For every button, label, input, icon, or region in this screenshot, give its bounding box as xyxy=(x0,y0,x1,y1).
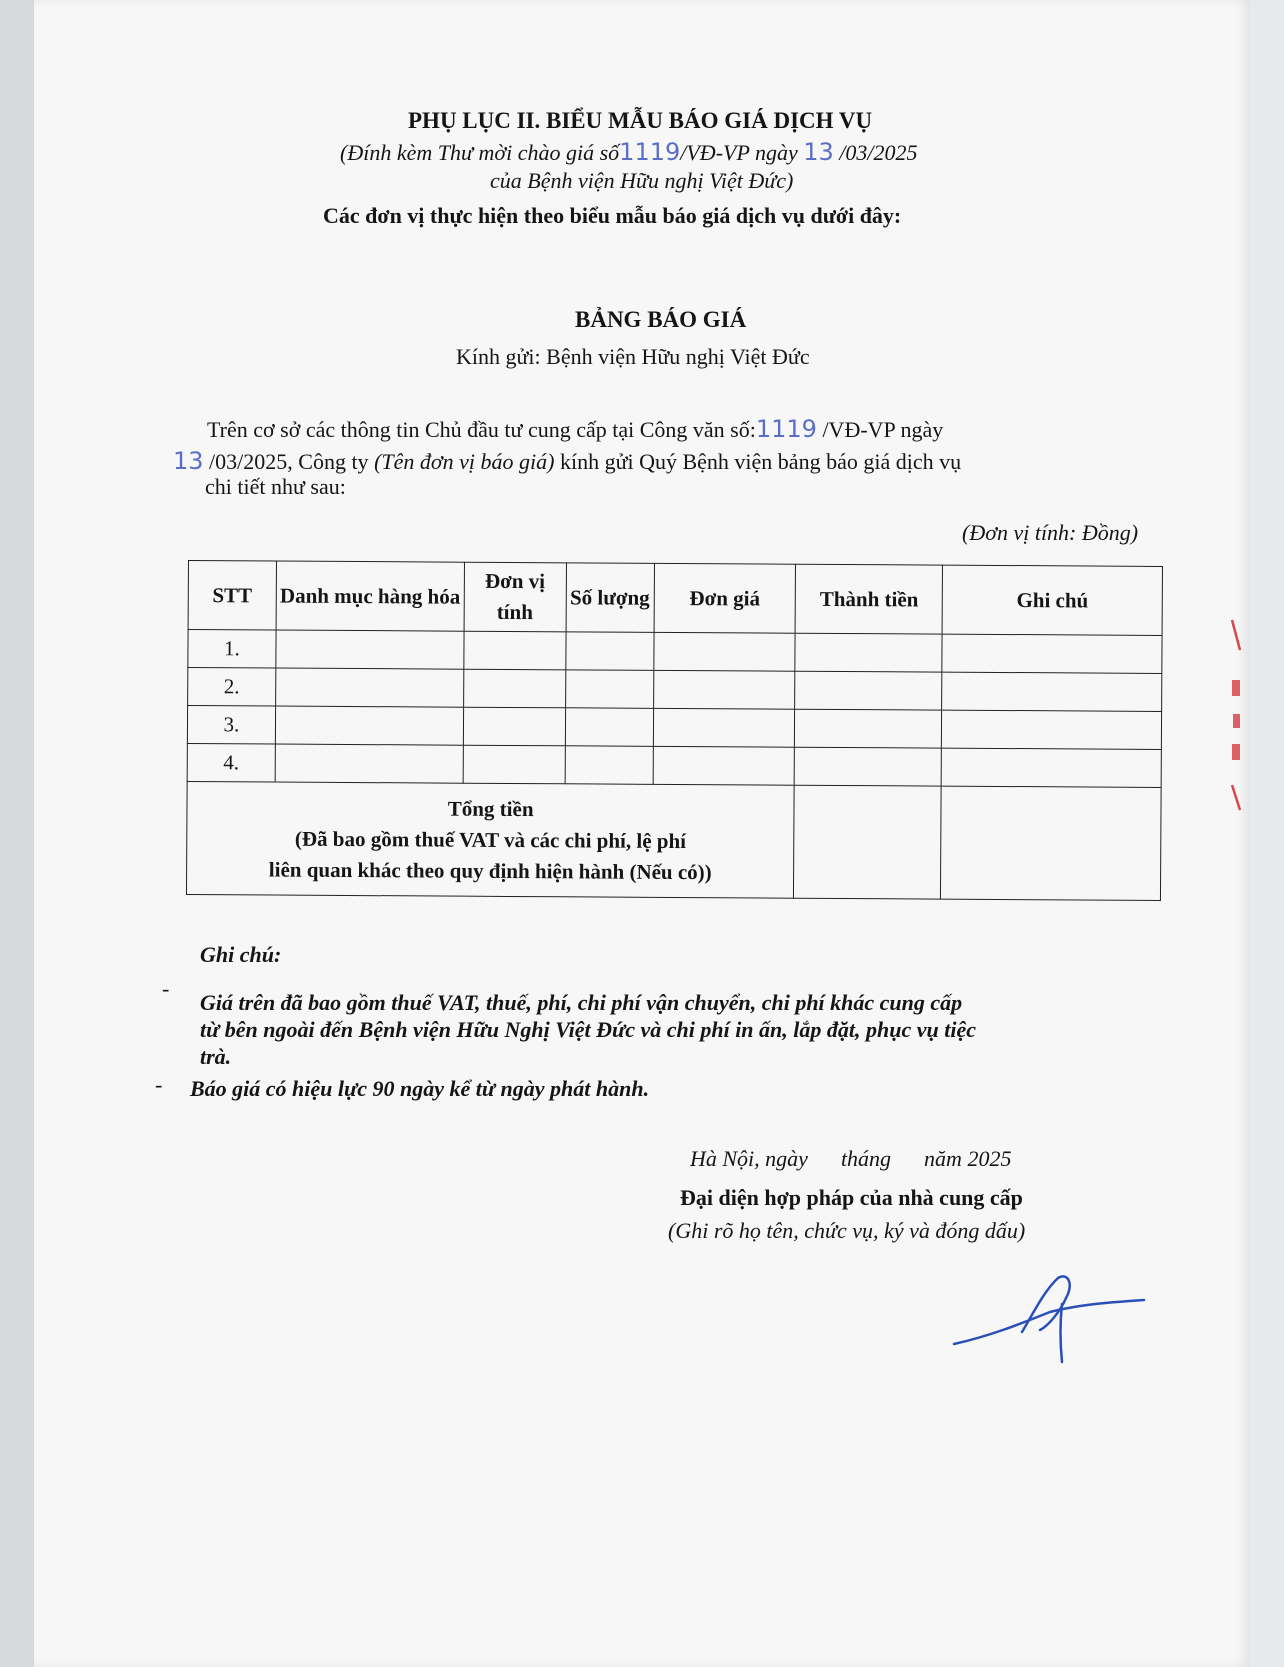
cell-empty xyxy=(565,670,653,709)
place-date-line: Hà Nội, ngày tháng năm 2025 xyxy=(690,1146,1012,1171)
cell-empty xyxy=(276,630,464,669)
cell-empty xyxy=(795,633,942,672)
cell-empty xyxy=(795,747,942,786)
total-notes-cell xyxy=(941,786,1161,900)
signer-instruction: (Ghi rõ họ tên, chức vụ, ký và đóng dấu) xyxy=(668,1218,1026,1243)
header-item-category: Danh mục hàng hóa xyxy=(276,561,464,631)
cell-empty xyxy=(653,632,795,671)
body-line-3: chi tiết như sau: xyxy=(205,474,346,499)
cell-empty xyxy=(565,708,653,747)
cell-empty xyxy=(275,744,463,783)
header-unit-price: Đơn giá xyxy=(654,563,796,633)
table-row xyxy=(188,630,1162,674)
cell-empty xyxy=(565,746,653,785)
cell-empty xyxy=(276,668,464,707)
note-item-1-line-2: từ bên ngoài đến Bệnh viện Hữu Nghị Việt Đức và chi phí in ấn, lắp đặt, phục vụ tiệc xyxy=(200,1017,976,1042)
cell-empty xyxy=(275,706,463,745)
row-number: 3. xyxy=(187,706,275,745)
table-total-row xyxy=(186,781,1161,900)
header-notes: Ghi chú xyxy=(942,565,1162,635)
recipient-line: Kính gửi: Bệnh viện Hữu nghị Việt Đức xyxy=(456,344,810,369)
red-stamp-fragment-icon xyxy=(1230,610,1242,820)
company-placeholder: (Tên đơn vị báo giá) xyxy=(374,449,555,474)
appendix-title: PHỤ LỤC II. BIỂU MẪU BÁO GIÁ DỊCH VỤ xyxy=(408,108,873,133)
cell-empty xyxy=(463,745,565,784)
cell-empty xyxy=(942,672,1162,711)
note-item-1-line-1: Giá trên đã bao gồm thuế VAT, thuế, phí, chi phí vận chuyển, chi phí khác cung cấp xyxy=(200,990,963,1015)
cell-empty xyxy=(942,634,1162,673)
notes-title: Ghi chú: xyxy=(200,942,282,967)
instruction-line: Các đơn vị thực hiện theo biểu mẫu báo giá dịch vụ dưới đây: xyxy=(323,203,902,228)
cell-empty xyxy=(463,669,565,708)
body-line-1 xyxy=(207,415,943,443)
header-stt: STT xyxy=(188,561,276,631)
attachment-mid: /VĐ-VP ngày xyxy=(680,140,798,165)
row-number: 2. xyxy=(188,668,276,707)
total-amount-cell xyxy=(794,785,942,899)
table-row xyxy=(187,706,1161,750)
total-note-line-2: liên quan khác theo quy định hiện hành (Nếu có)) xyxy=(268,856,712,884)
cell-empty xyxy=(653,670,795,709)
cell-empty xyxy=(795,709,942,748)
row-number: 1. xyxy=(188,630,276,669)
total-label: Tổng tiền xyxy=(447,796,534,821)
attachment-line-1 xyxy=(340,138,918,166)
attachment-line-2: của Bệnh viện Hữu nghị Việt Đức) xyxy=(490,168,794,193)
row-number: 4. xyxy=(187,743,275,782)
body-line-2 xyxy=(173,447,961,475)
cell-empty xyxy=(653,708,795,747)
handwritten-day: 13 xyxy=(803,138,834,166)
body-line-1-end: /VĐ-VP ngày xyxy=(822,417,944,442)
header-quantity: Số lượng xyxy=(566,563,654,633)
note-dash: - xyxy=(162,976,170,1001)
handwritten-doc-number: 1119 xyxy=(619,138,681,166)
body-line-2-end: kính gửi Quý Bệnh viện bảng báo giá dịch vụ xyxy=(554,449,962,474)
note-dash: - xyxy=(155,1072,163,1097)
total-label-cell xyxy=(186,781,794,898)
body-line-1-start: Trên cơ sở các thông tin Chủ đầu tư cung cấp tại Công văn số: xyxy=(207,417,756,442)
cell-empty xyxy=(795,671,942,710)
attachment-prefix: (Đính kèm Thư mời chào giá số xyxy=(340,140,620,165)
body-line-2-start: /03/2025, Công ty xyxy=(209,449,375,474)
cell-empty xyxy=(464,631,566,670)
note-item-1-line-3: trà. xyxy=(200,1044,232,1069)
table-row xyxy=(188,668,1162,712)
cell-empty xyxy=(653,746,795,785)
page-edge xyxy=(1250,0,1284,1667)
handwritten-body-day: 13 xyxy=(173,447,204,475)
header-unit: Đơn vị tính xyxy=(464,562,566,632)
handwritten-body-number: 1119 xyxy=(755,415,817,443)
note-item-2: Báo giá có hiệu lực 90 ngày kể từ ngày phát hành. xyxy=(190,1076,650,1101)
table-header-row xyxy=(188,561,1162,636)
quote-title: BẢNG BÁO GIÁ xyxy=(575,307,747,332)
unit-note: (Đơn vị tính: Đồng) xyxy=(962,520,1139,545)
signer-role: Đại diện hợp pháp của nhà cung cấp xyxy=(680,1185,1023,1210)
header-amount: Thành tiền xyxy=(795,564,942,634)
cell-empty xyxy=(565,632,653,671)
handwritten-signature-icon xyxy=(950,1270,1150,1370)
cell-empty xyxy=(942,710,1162,749)
total-note-line-1: (Đã bao gồm thuế VAT và các chi phí, lệ phí xyxy=(294,826,687,853)
cell-empty xyxy=(941,748,1161,787)
cell-empty xyxy=(463,707,565,746)
attachment-suffix: /03/2025 xyxy=(839,140,918,165)
table-row xyxy=(187,743,1161,787)
price-table xyxy=(186,560,1163,901)
